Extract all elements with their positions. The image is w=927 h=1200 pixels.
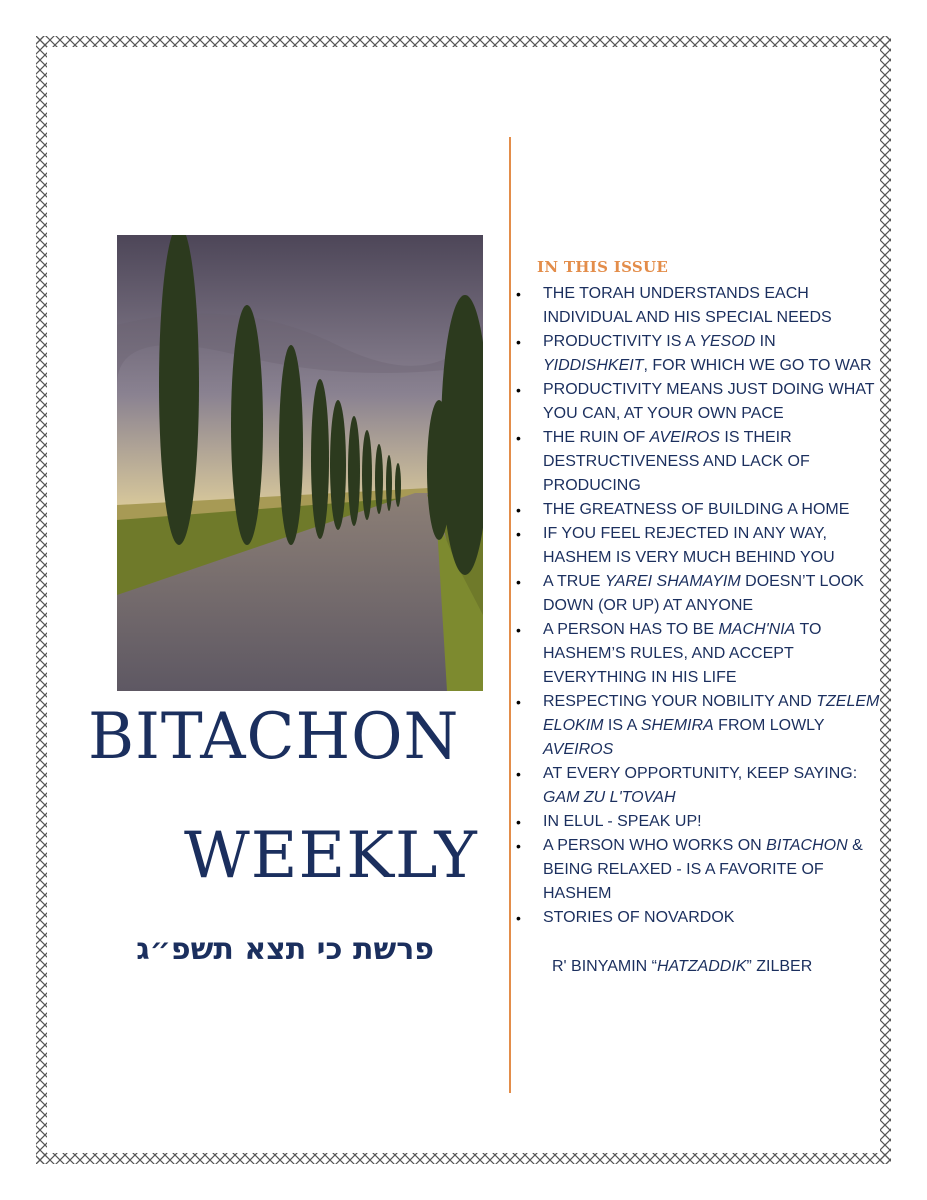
column-divider xyxy=(509,137,511,1093)
bullet-icon: • xyxy=(516,430,521,446)
contents-item: • A TRUE YAREI SHAMAYIM DOESN’T LOOK DOWN (OR UP) AT ANYONE xyxy=(513,570,883,618)
contents-item: • IN ELUL - SPEAK UP! xyxy=(513,810,883,834)
contents-item: • IF YOU FEEL REJECTED IN ANY WAY, HASHEM IS VERY MUCH BEHIND YOU xyxy=(513,522,883,570)
contents-item: • A PERSON WHO WORKS ON BITACHON & BEING RELAXED - IS A FAVORITE OF HASHEM xyxy=(513,834,883,906)
bullet-icon: • xyxy=(516,814,521,830)
contents-item: • THE TORAH UNDERSTANDS EACH INDIVIDUAL AND HIS SPECIAL NEEDS xyxy=(513,282,883,330)
author-line: R' BINYAMIN “HATZADDIK” ZILBER xyxy=(552,958,813,975)
bullet-icon: • xyxy=(516,766,521,782)
bullet-icon: • xyxy=(516,838,521,854)
bullet-icon: • xyxy=(516,502,521,518)
bullet-icon: • xyxy=(516,334,521,350)
contents-item: • THE RUIN OF AVEIROS IS THEIR DESTRUCTIVENESS AND LACK OF PRODUCING xyxy=(513,426,883,498)
bullet-icon: • xyxy=(516,382,521,398)
contents-item: • STORIES OF NOVARDOK xyxy=(513,906,883,930)
bullet-icon: • xyxy=(516,526,521,542)
contents-item: • RESPECTING YOUR NOBILITY AND TZELEM ELOKIM IS A SHEMIRA FROM LOWLY AVEIROS xyxy=(513,690,883,762)
table-of-contents xyxy=(513,282,883,930)
newsletter-subtitle: WEEKLY xyxy=(184,819,478,893)
bullet-icon: • xyxy=(516,622,521,638)
bullet-icon: • xyxy=(516,574,521,590)
contents-item: • PRODUCTIVITY MEANS JUST DOING WHAT YOU CAN, AT YOUR OWN PACE xyxy=(513,378,883,426)
contents-item: • A PERSON HAS TO BE MACH'NIA TO HASHEM’S RULES, AND ACCEPT EVERYTHING IN HIS LIFE xyxy=(513,618,883,690)
issue-heading: IN THIS ISSUE xyxy=(537,258,669,276)
bullet-icon: • xyxy=(516,286,521,302)
newsletter-title: BITACHON xyxy=(88,700,460,774)
cover-photo xyxy=(117,235,483,691)
contents-item: • PRODUCTIVITY IS A YESOD IN YIDDISHKEIT, FOR WHICH WE GO TO WAR xyxy=(513,330,883,378)
bullet-icon: • xyxy=(516,910,521,926)
contents-item: • THE GREATNESS OF BUILDING A HOME xyxy=(513,498,883,522)
bullet-icon: • xyxy=(516,694,521,710)
parsha-date: פרשת כי תצא תשפ״ג xyxy=(136,932,434,967)
contents-item: • AT EVERY OPPORTUNITY, KEEP SAYING: GAM ZU L'TOVAH xyxy=(513,762,883,810)
